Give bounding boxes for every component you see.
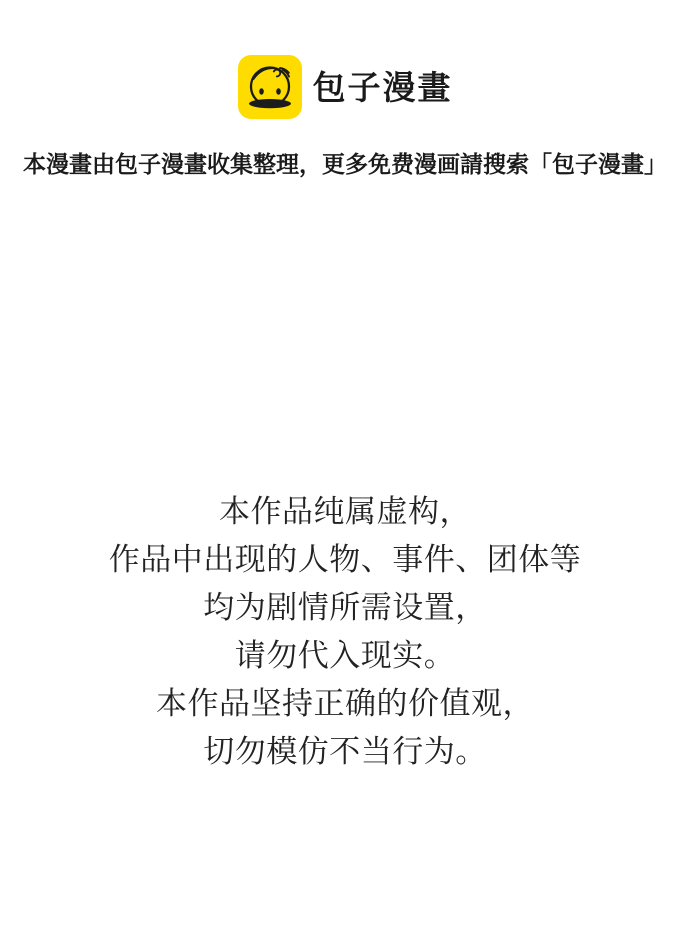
disclaimer-block	[109, 488, 582, 776]
brand-title: 包子漫畫	[312, 68, 453, 106]
brand-logo-row	[238, 55, 453, 119]
disclaimer-line: 本作品坚持正确的价值观，	[156, 685, 534, 721]
disclaimer-line: 切勿模仿不当行为。	[203, 733, 487, 769]
disclaimer-line: 本作品纯属虚构，	[219, 493, 471, 529]
disclaimer-line: 请勿代入现实。	[234, 637, 456, 673]
baozi-bun-icon	[238, 55, 302, 119]
disclaimer-line: 均为剧情所需设置，	[203, 589, 487, 625]
disclaimer-line: 作品中出现的人物、事件、团体等	[108, 541, 582, 577]
collection-notice: 本漫畫由包子漫畫收集整理，更多免费漫画請搜索「包子漫畫」	[23, 151, 667, 177]
